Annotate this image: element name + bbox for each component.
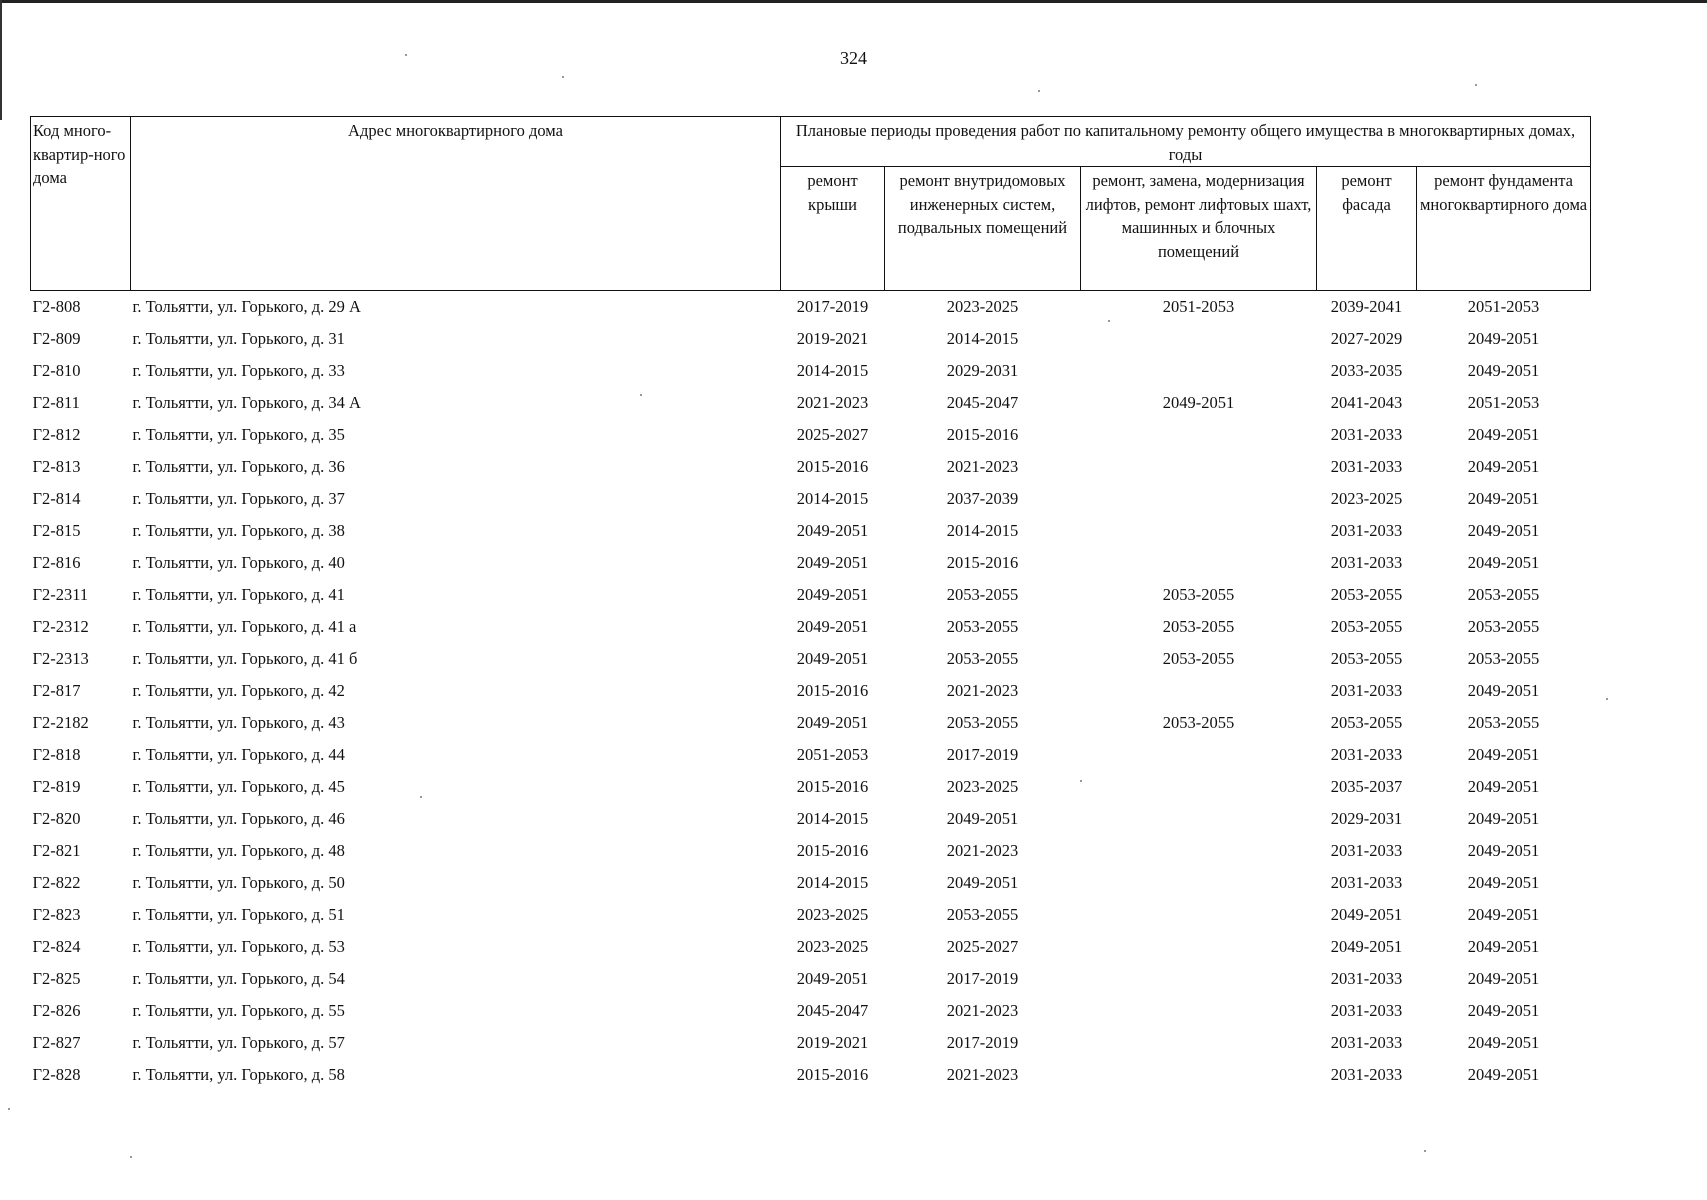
- table-row: [31, 611, 1591, 643]
- cell-address: г. Тольятти, ул. Горького, д. 41 б: [132, 649, 358, 668]
- cell-internal: 2053-2055: [946, 905, 1019, 924]
- cell-facade: 2031-2033: [1330, 681, 1403, 700]
- cell-facade: 2049-2051: [1330, 937, 1403, 956]
- table-row: [31, 835, 1591, 867]
- table-row: [31, 291, 1591, 324]
- scan-speck: [640, 394, 642, 396]
- cell-address: г. Тольятти, ул. Горького, д. 31: [132, 329, 345, 348]
- cell-foundation: 2053-2055: [1467, 617, 1540, 636]
- scan-speck: [1038, 90, 1040, 92]
- table-row: [31, 451, 1591, 483]
- cell-facade: 2031-2033: [1330, 457, 1403, 476]
- table-row: [31, 419, 1591, 451]
- cell-elevator: [1081, 835, 1317, 867]
- cell-code: Г2-2313: [32, 649, 89, 668]
- cell-internal: 2021-2023: [946, 457, 1019, 476]
- cell-internal: 2014-2015: [946, 329, 1019, 348]
- cell-foundation: 2049-2051: [1467, 681, 1540, 700]
- cell-roof: 2049-2051: [796, 969, 869, 988]
- scan-speck: [1108, 320, 1110, 322]
- cell-facade: 2033-2035: [1330, 361, 1403, 380]
- page-number: 324: [840, 48, 867, 68]
- cell-code: Г2-811: [32, 393, 80, 412]
- cell-elevator: 2053-2055: [1162, 585, 1235, 604]
- cell-foundation: 2051-2053: [1467, 297, 1540, 316]
- column-header-facade: [1317, 167, 1417, 291]
- cell-elevator: [1081, 675, 1317, 707]
- table-row: [31, 739, 1591, 771]
- cell-elevator: [1081, 1059, 1317, 1091]
- cell-elevator: [1081, 931, 1317, 963]
- cell-foundation: 2049-2051: [1467, 1065, 1540, 1084]
- cell-internal: 2049-2051: [946, 809, 1019, 828]
- repair-schedule-table: [30, 116, 1591, 1091]
- cell-internal: 2029-2031: [946, 361, 1019, 380]
- cell-foundation: 2049-2051: [1467, 873, 1540, 892]
- cell-roof: 2014-2015: [796, 361, 869, 380]
- scan-speck: [562, 76, 564, 78]
- cell-internal: 2021-2023: [946, 1001, 1019, 1020]
- cell-foundation: 2049-2051: [1467, 905, 1540, 924]
- scan-speck: [1475, 84, 1477, 86]
- header-row-top: [31, 117, 1591, 167]
- cell-foundation: 2049-2051: [1467, 809, 1540, 828]
- cell-facade: 2023-2025: [1330, 489, 1403, 508]
- cell-roof: 2023-2025: [796, 905, 869, 924]
- cell-internal: 2053-2055: [946, 617, 1019, 636]
- cell-elevator: [1081, 803, 1317, 835]
- cell-internal: 2025-2027: [946, 937, 1019, 956]
- cell-code: Г2-813: [32, 457, 81, 476]
- scan-speck: [8, 1108, 10, 1110]
- cell-internal: 2053-2055: [946, 649, 1019, 668]
- cell-code: Г2-827: [32, 1033, 81, 1052]
- cell-code: Г2-809: [32, 329, 81, 348]
- cell-code: Г2-821: [32, 841, 81, 860]
- cell-elevator: 2053-2055: [1162, 617, 1235, 636]
- cell-internal: 2053-2055: [946, 713, 1019, 732]
- cell-roof: 2049-2051: [796, 521, 869, 540]
- cell-roof: 2014-2015: [796, 873, 869, 892]
- scan-speck: [1080, 780, 1082, 782]
- table-row: [31, 387, 1591, 419]
- cell-roof: 2015-2016: [796, 1065, 869, 1084]
- cell-foundation: 2049-2051: [1467, 521, 1540, 540]
- cell-foundation: 2049-2051: [1467, 489, 1540, 508]
- cell-roof: 2025-2027: [796, 425, 869, 444]
- column-header-code: [31, 117, 131, 291]
- cell-address: г. Тольятти, ул. Горького, д. 43: [132, 713, 345, 732]
- cell-roof: 2023-2025: [796, 937, 869, 956]
- cell-facade: 2053-2055: [1330, 617, 1403, 636]
- cell-address: г. Тольятти, ул. Горького, д. 48: [132, 841, 345, 860]
- cell-facade: 2041-2043: [1330, 393, 1403, 412]
- cell-roof: 2019-2021: [796, 1033, 869, 1052]
- cell-foundation: 2049-2051: [1467, 969, 1540, 988]
- cell-address: г. Тольятти, ул. Горького, д. 50: [132, 873, 345, 892]
- cell-elevator: [1081, 515, 1317, 547]
- cell-address: г. Тольятти, ул. Горького, д. 46: [132, 809, 345, 828]
- cell-code: Г2-2311: [32, 585, 89, 604]
- elevator-header-label: ремонт, замена, модернизация лифтов, ремонт лифтовых шахт, машинных и блочных помещений: [1085, 171, 1312, 261]
- scan-speck: [420, 796, 422, 798]
- table-row: [31, 643, 1591, 675]
- scan-speck: [1424, 1150, 1426, 1152]
- cell-roof: 2049-2051: [796, 649, 869, 668]
- table-row: [31, 515, 1591, 547]
- cell-foundation: 2051-2053: [1467, 393, 1540, 412]
- table-body: [31, 291, 1591, 1092]
- table-row: [31, 675, 1591, 707]
- cell-internal: 2049-2051: [946, 873, 1019, 892]
- facade-header-label: ремонт фасада: [1341, 171, 1392, 214]
- cell-internal: 2023-2025: [946, 297, 1019, 316]
- cell-roof: 2015-2016: [796, 841, 869, 860]
- cell-address: г. Тольятти, ул. Горького, д. 40: [132, 553, 345, 572]
- roof-header-label: ремонт крыши: [807, 171, 858, 214]
- cell-elevator: [1081, 483, 1317, 515]
- cell-address: г. Тольятти, ул. Горького, д. 38: [132, 521, 345, 540]
- scan-speck: [1606, 698, 1608, 700]
- cell-code: Г2-2182: [32, 713, 89, 732]
- cell-elevator: [1081, 451, 1317, 483]
- cell-foundation: 2053-2055: [1467, 585, 1540, 604]
- table-row: [31, 323, 1591, 355]
- cell-internal: 2045-2047: [946, 393, 1019, 412]
- cell-elevator: [1081, 739, 1317, 771]
- cell-elevator: 2051-2053: [1162, 297, 1235, 316]
- cell-roof: 2049-2051: [796, 585, 869, 604]
- cell-elevator: [1081, 899, 1317, 931]
- cell-internal: 2037-2039: [946, 489, 1019, 508]
- cell-foundation: 2049-2051: [1467, 1001, 1540, 1020]
- cell-code: Г2-817: [32, 681, 81, 700]
- cell-code: Г2-823: [32, 905, 81, 924]
- cell-internal: 2017-2019: [946, 969, 1019, 988]
- cell-elevator: [1081, 771, 1317, 803]
- cell-address: г. Тольятти, ул. Горького, д. 53: [132, 937, 345, 956]
- cell-internal: 2017-2019: [946, 1033, 1019, 1052]
- cell-foundation: 2053-2055: [1467, 713, 1540, 732]
- cell-code: Г2-824: [32, 937, 81, 956]
- cell-elevator: [1081, 419, 1317, 451]
- table-row: [31, 355, 1591, 387]
- cell-internal: 2015-2016: [946, 425, 1019, 444]
- cell-foundation: 2049-2051: [1467, 745, 1540, 764]
- cell-address: г. Тольятти, ул. Горького, д. 35: [132, 425, 345, 444]
- cell-roof: 2015-2016: [796, 777, 869, 796]
- cell-facade: 2049-2051: [1330, 905, 1403, 924]
- cell-foundation: 2049-2051: [1467, 329, 1540, 348]
- column-header-internal: [885, 167, 1081, 291]
- cell-code: Г2-814: [32, 489, 81, 508]
- cell-elevator: 2053-2055: [1162, 649, 1235, 668]
- cell-elevator: [1081, 963, 1317, 995]
- table-row: [31, 803, 1591, 835]
- cell-facade: 2031-2033: [1330, 841, 1403, 860]
- cell-internal: 2021-2023: [946, 1065, 1019, 1084]
- column-header-elevator: [1081, 167, 1317, 291]
- cell-roof: 2019-2021: [796, 329, 869, 348]
- cell-facade: 2031-2033: [1330, 1065, 1403, 1084]
- cell-internal: 2021-2023: [946, 841, 1019, 860]
- cell-foundation: 2049-2051: [1467, 553, 1540, 572]
- cell-code: Г2-812: [32, 425, 81, 444]
- cell-address: г. Тольятти, ул. Горького, д. 54: [132, 969, 345, 988]
- cell-facade: 2031-2033: [1330, 521, 1403, 540]
- cell-code: Г2-820: [32, 809, 81, 828]
- scan-speck: [130, 1156, 132, 1158]
- cell-facade: 2031-2033: [1330, 873, 1403, 892]
- cell-code: Г2-2312: [32, 617, 89, 636]
- scan-speck: [405, 54, 407, 56]
- cell-internal: 2023-2025: [946, 777, 1019, 796]
- table-row: [31, 547, 1591, 579]
- cell-address: г. Тольятти, ул. Горького, д. 36: [132, 457, 345, 476]
- cell-foundation: 2053-2055: [1467, 649, 1540, 668]
- cell-roof: 2015-2016: [796, 457, 869, 476]
- table-row: [31, 707, 1591, 739]
- cell-roof: 2015-2016: [796, 681, 869, 700]
- cell-facade: 2053-2055: [1330, 713, 1403, 732]
- cell-facade: 2031-2033: [1330, 969, 1403, 988]
- cell-code: Г2-808: [32, 297, 81, 316]
- cell-facade: 2031-2033: [1330, 745, 1403, 764]
- table-row: [31, 963, 1591, 995]
- cell-roof: 2021-2023: [796, 393, 869, 412]
- cell-elevator: [1081, 547, 1317, 579]
- cell-facade: 2053-2055: [1330, 585, 1403, 604]
- table-row: [31, 995, 1591, 1027]
- cell-address: г. Тольятти, ул. Горького, д. 45: [132, 777, 345, 796]
- cell-internal: 2053-2055: [946, 585, 1019, 604]
- table-row: [31, 579, 1591, 611]
- code-header-label: Код много-квартир-ного дома: [33, 121, 126, 187]
- cell-roof: 2014-2015: [796, 809, 869, 828]
- table-row: [31, 931, 1591, 963]
- cell-roof: 2017-2019: [796, 297, 869, 316]
- scan-edge: [0, 0, 1707, 3]
- column-header-roof: [781, 167, 885, 291]
- cell-foundation: 2049-2051: [1467, 425, 1540, 444]
- cell-internal: 2017-2019: [946, 745, 1019, 764]
- cell-roof: 2045-2047: [796, 1001, 869, 1020]
- cell-foundation: 2049-2051: [1467, 777, 1540, 796]
- cell-elevator: 2053-2055: [1162, 713, 1235, 732]
- cell-code: Г2-815: [32, 521, 81, 540]
- cell-roof: 2049-2051: [796, 553, 869, 572]
- cell-address: г. Тольятти, ул. Горького, д. 33: [132, 361, 345, 380]
- cell-foundation: 2049-2051: [1467, 841, 1540, 860]
- cell-internal: 2021-2023: [946, 681, 1019, 700]
- table-row: [31, 1059, 1591, 1091]
- cell-facade: 2031-2033: [1330, 1033, 1403, 1052]
- cell-roof: 2049-2051: [796, 713, 869, 732]
- group-header-label: Плановые периоды проведения работ по капитальному ремонту общего имущества в многоквартирных домах, годы: [795, 121, 1576, 164]
- cell-roof: 2049-2051: [796, 617, 869, 636]
- cell-facade: 2031-2033: [1330, 425, 1403, 444]
- cell-facade: 2035-2037: [1330, 777, 1403, 796]
- cell-address: г. Тольятти, ул. Горького, д. 55: [132, 1001, 345, 1020]
- cell-internal: 2014-2015: [946, 521, 1019, 540]
- cell-facade: 2053-2055: [1330, 649, 1403, 668]
- cell-address: г. Тольятти, ул. Горького, д. 41: [132, 585, 345, 604]
- cell-address: г. Тольятти, ул. Горького, д. 58: [132, 1065, 345, 1084]
- cell-facade: 2027-2029: [1330, 329, 1403, 348]
- cell-foundation: 2049-2051: [1467, 361, 1540, 380]
- internal-header-label: ремонт внутридомовых инженерных систем, подвальных помещений: [897, 171, 1068, 237]
- cell-facade: 2031-2033: [1330, 553, 1403, 572]
- table-row: [31, 483, 1591, 515]
- cell-code: Г2-825: [32, 969, 81, 988]
- cell-address: г. Тольятти, ул. Горького, д. 37: [132, 489, 345, 508]
- cell-elevator: [1081, 995, 1317, 1027]
- column-group-header: [781, 117, 1591, 167]
- cell-code: Г2-828: [32, 1065, 81, 1084]
- table-row: [31, 771, 1591, 803]
- cell-address: г. Тольятти, ул. Горького, д. 41 а: [132, 617, 357, 636]
- cell-roof: 2014-2015: [796, 489, 869, 508]
- cell-facade: 2029-2031: [1330, 809, 1403, 828]
- cell-code: Г2-818: [32, 745, 81, 764]
- cell-facade: 2039-2041: [1330, 297, 1403, 316]
- cell-code: Г2-810: [32, 361, 81, 380]
- table-row: [31, 1027, 1591, 1059]
- cell-facade: 2031-2033: [1330, 1001, 1403, 1020]
- table-row: [31, 867, 1591, 899]
- table-row: [31, 899, 1591, 931]
- cell-elevator: [1081, 323, 1317, 355]
- cell-address: г. Тольятти, ул. Горького, д. 29 А: [132, 297, 361, 316]
- cell-elevator: 2049-2051: [1162, 393, 1235, 412]
- cell-code: Г2-819: [32, 777, 81, 796]
- cell-address: г. Тольятти, ул. Горького, д. 57: [132, 1033, 345, 1052]
- cell-address: г. Тольятти, ул. Горького, д. 51: [132, 905, 345, 924]
- cell-internal: 2015-2016: [946, 553, 1019, 572]
- cell-elevator: [1081, 1027, 1317, 1059]
- column-header-address: [131, 117, 781, 291]
- cell-elevator: [1081, 355, 1317, 387]
- cell-address: г. Тольятти, ул. Горького, д. 44: [132, 745, 345, 764]
- cell-code: Г2-822: [32, 873, 81, 892]
- address-header-label: Адрес многоквартирного дома: [348, 121, 563, 140]
- cell-code: Г2-826: [32, 1001, 81, 1020]
- cell-elevator: [1081, 867, 1317, 899]
- cell-foundation: 2049-2051: [1467, 937, 1540, 956]
- column-header-foundation: [1417, 167, 1591, 291]
- cell-foundation: 2049-2051: [1467, 1033, 1540, 1052]
- cell-roof: 2051-2053: [796, 745, 869, 764]
- cell-address: г. Тольятти, ул. Горького, д. 34 А: [132, 393, 361, 412]
- foundation-header-label: ремонт фундамента многоквартирного дома: [1419, 171, 1588, 214]
- cell-code: Г2-816: [32, 553, 81, 572]
- cell-address: г. Тольятти, ул. Горького, д. 42: [132, 681, 345, 700]
- cell-foundation: 2049-2051: [1467, 457, 1540, 476]
